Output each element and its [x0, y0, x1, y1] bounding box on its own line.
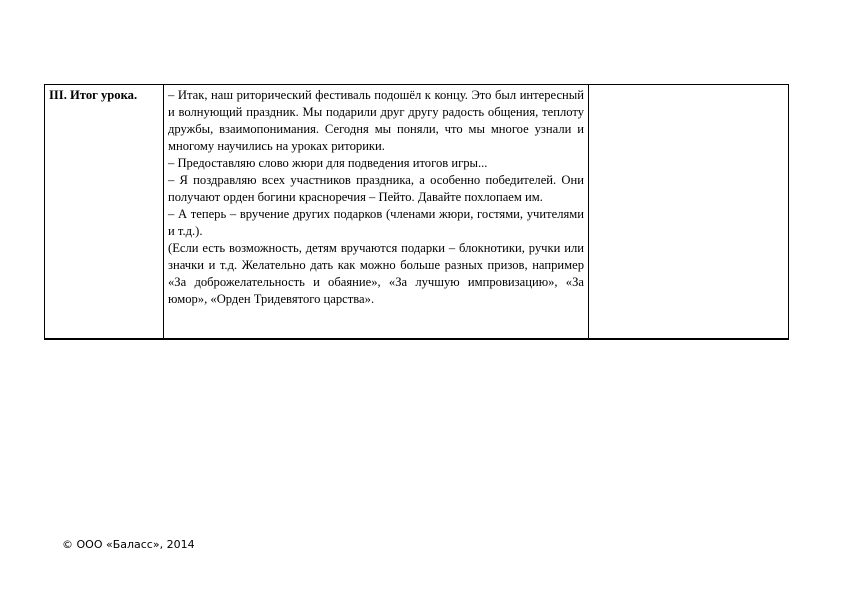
content-paragraph: – А теперь – вручение других подарков (членами жюри, гостями, учителями и т.д.). [168, 207, 584, 238]
content-paragraph: – Итак, наш риторический фестиваль подошёл к концу. Это был интересный и волнующий праздник. Мы подарили друг другу радость общения, теплоту дружбы, взаимопонимания. Сегодня мы поняли, что мы многое узнали и многому научились на уроках риторики. [168, 88, 584, 153]
table-row [45, 85, 789, 339]
footer-copyright: © ООО «Баласс», 2014 [62, 538, 195, 551]
content-cell [164, 85, 589, 339]
stage-label: III. Итог урока. [49, 88, 138, 102]
lesson-table [44, 84, 789, 339]
content-paragraph: (Если есть возможность, детям вручаются подарки – блокнотики, ручки или значки и т.д. Желательно дать как можно больше разных призов, например «За доброжелательность и обаяние», «За лучшую импровизацию», «За юмор», «Орден Тридевятого царства». [168, 241, 584, 306]
table-bottom-rule [44, 338, 789, 340]
notes-cell [589, 85, 789, 339]
stage-cell [45, 85, 164, 339]
content-paragraph: – Предоставляю слово жюри для подведения итогов игры... [168, 156, 488, 170]
content-paragraph: – Я поздравляю всех участников праздника, а особенно победителей. Они получают орден богини красноречия – Пейто. Давайте похлопаем им. [168, 173, 584, 204]
